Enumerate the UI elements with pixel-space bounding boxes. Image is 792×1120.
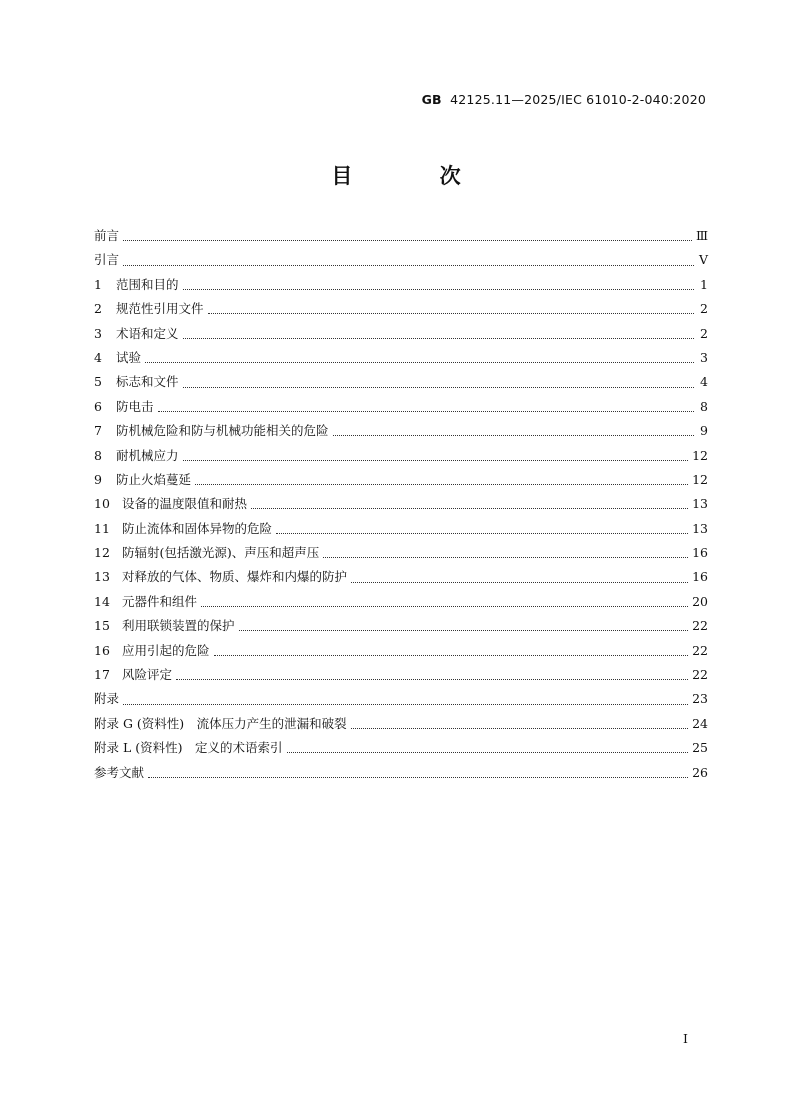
toc-entry-label: 防机械危险和防与机械功能相关的危险: [116, 423, 329, 439]
toc-entry-label: 范围和目的: [116, 276, 179, 292]
toc-leader-dots: [214, 654, 689, 656]
toc-entry-page: 12: [692, 471, 708, 487]
toc-entry-number: 2: [94, 301, 102, 317]
toc-entry[interactable]: [94, 446, 708, 470]
toc-entry-number: 16: [94, 642, 110, 658]
toc-leader-dots: [251, 507, 688, 509]
toc-entry-label: 术语和定义: [116, 325, 179, 341]
toc-leader-dots: [123, 264, 694, 266]
toc-entry-number: 17: [94, 667, 110, 683]
toc-entry[interactable]: [94, 324, 708, 348]
toc-entry[interactable]: [94, 470, 708, 494]
toc-entry[interactable]: [94, 543, 708, 567]
toc-entry-page: 9: [700, 423, 708, 439]
toc-leader-dots: [145, 361, 694, 363]
toc-entry-label: 标志和文件: [116, 374, 179, 390]
toc-entry[interactable]: [94, 299, 708, 323]
toc-entry-page: 13: [692, 496, 708, 512]
toc-entry-label: 设备的温度限值和耐热: [122, 496, 248, 512]
toc-entry-page: V: [698, 252, 708, 268]
toc-entry-label: 附录: [94, 691, 120, 707]
toc-entry-number: 12: [94, 545, 110, 561]
toc-entry-page: 2: [700, 301, 708, 317]
standard-header: [422, 92, 706, 107]
toc-leader-dots: [351, 727, 688, 729]
page-title: 目 次: [331, 164, 501, 188]
toc-entry-number: 4: [94, 349, 102, 365]
toc-entry[interactable]: [94, 689, 708, 713]
toc-leader-dots: [183, 459, 689, 461]
toc-entry[interactable]: [94, 519, 708, 543]
toc-leader-dots: [148, 776, 688, 778]
toc-leader-dots: [183, 386, 694, 388]
toc-entry-page: 12: [692, 447, 708, 463]
toc-entry-page: 24: [692, 715, 708, 731]
toc-entry[interactable]: [94, 641, 708, 665]
toc-entry-label: 防止火焰蔓延: [116, 471, 192, 487]
toc-entry-number: 9: [94, 471, 102, 487]
toc-entry-page: 2: [700, 325, 708, 341]
toc-entry-label: 引言: [94, 252, 120, 268]
toc-leader-dots: [287, 751, 689, 753]
toc-entry-number: 14: [94, 593, 110, 609]
toc-entry[interactable]: [94, 592, 708, 616]
toc-leader-dots: [195, 483, 688, 485]
toc-entry-page: Ⅲ: [695, 228, 708, 243]
toc-entry[interactable]: [94, 397, 708, 421]
toc-entry-label: 利用联锁装置的保护: [122, 618, 235, 634]
toc-entry-page: 3: [700, 349, 708, 365]
toc-entry-label: 前言: [94, 228, 120, 243]
toc-leader-dots: [183, 288, 694, 290]
toc-entry[interactable]: [94, 275, 708, 299]
toc-entry[interactable]: [94, 763, 708, 787]
toc-leader-dots: [351, 581, 688, 583]
toc-leader-dots: [333, 434, 694, 436]
toc-leader-dots: [183, 337, 694, 339]
toc-leader-dots: [208, 312, 694, 314]
toc-entry-page: 8: [700, 398, 708, 414]
toc-entry-label: 防辐射(包括激光源)、声压和超声压: [122, 545, 320, 561]
toc-entry[interactable]: [94, 250, 708, 274]
toc-entry-label: 附录 G (资料性) 流体压力产生的泄漏和破裂: [94, 715, 347, 731]
toc-entry-page: 1: [700, 276, 708, 292]
toc-entry-page: 16: [692, 545, 708, 561]
toc-entry[interactable]: [94, 494, 708, 518]
toc-entry[interactable]: [94, 616, 708, 640]
toc-entry[interactable]: [94, 714, 708, 738]
toc-entry-label: 防电击: [116, 398, 154, 414]
toc-entry-page: 20: [692, 593, 708, 609]
toc-entry-label: 元器件和组件: [122, 593, 198, 609]
toc-entry-number: 13: [94, 569, 110, 585]
toc-entry-label: 规范性引用文件: [116, 301, 204, 317]
toc-entry-label: 防止流体和固体异物的危险: [122, 520, 273, 536]
toc-entry-label: 试验: [116, 349, 142, 365]
toc-entry-page: 22: [692, 618, 708, 634]
toc-entry[interactable]: [94, 738, 708, 762]
standard-prefix: GB: [421, 92, 442, 107]
toc-leader-dots: [239, 629, 689, 631]
toc-entry-number: 1: [94, 276, 102, 292]
toc-entry-label: 耐机械应力: [116, 447, 179, 463]
toc-entry[interactable]: [94, 226, 708, 250]
toc-leader-dots: [123, 239, 692, 241]
toc-entry-number: 10: [94, 496, 110, 512]
toc-leader-dots: [176, 678, 688, 680]
toc-entry-number: 6: [94, 398, 102, 414]
toc-entry-label: 对释放的气体、物质、爆炸和内爆的防护: [122, 569, 348, 585]
toc-entry[interactable]: [94, 421, 708, 445]
toc-entry-number: 7: [94, 423, 102, 439]
toc-leader-dots: [201, 605, 688, 607]
toc-entry-number: 8: [94, 447, 102, 463]
toc-entry-page: 16: [692, 569, 708, 585]
toc-leader-dots: [123, 703, 688, 705]
toc-entry-page: 23: [692, 691, 708, 707]
toc-entry-label: 参考文献: [94, 764, 145, 780]
toc-entry-page: 22: [692, 642, 708, 658]
table-of-contents: [94, 226, 708, 787]
toc-entry[interactable]: [94, 348, 708, 372]
toc-entry-number: 11: [94, 520, 110, 536]
page-number: I: [683, 1031, 688, 1046]
toc-entry[interactable]: [94, 372, 708, 396]
toc-entry-number: 5: [94, 374, 102, 390]
toc-entry-number: 15: [94, 618, 110, 634]
toc-entry[interactable]: [94, 665, 708, 689]
standard-number: 42125.11—2025/IEC 61010-2-040:2020: [450, 92, 706, 107]
toc-entry-page: 13: [692, 520, 708, 536]
toc-entry-page: 26: [692, 764, 708, 780]
toc-leader-dots: [323, 556, 688, 558]
toc-entry-page: 22: [692, 667, 708, 683]
toc-leader-dots: [276, 532, 688, 534]
toc-entry-page: 4: [700, 374, 708, 390]
toc-leader-dots: [158, 410, 694, 412]
toc-entry-number: 3: [94, 325, 102, 341]
toc-entry-label: 风险评定: [122, 667, 173, 683]
toc-entry[interactable]: [94, 567, 708, 591]
toc-entry-label: 附录 L (资料性) 定义的术语索引: [94, 740, 283, 756]
toc-entry-label: 应用引起的危险: [122, 642, 210, 658]
toc-entry-page: 25: [692, 740, 708, 756]
